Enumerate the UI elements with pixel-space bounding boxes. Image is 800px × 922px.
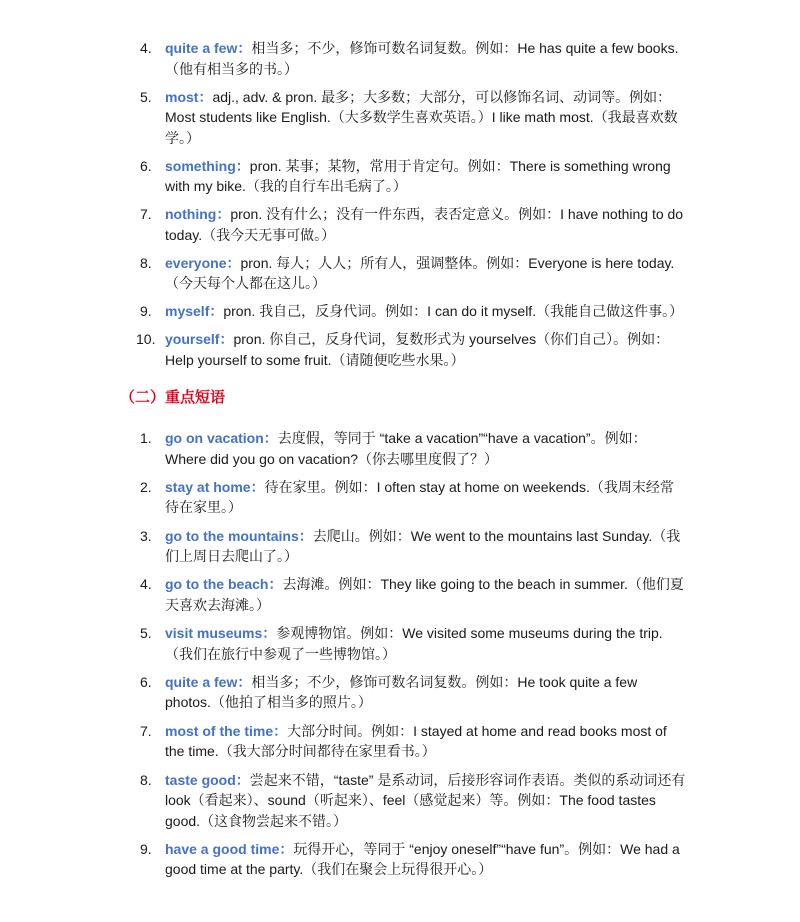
term-label: taste good: [165, 771, 236, 788]
definition-text: 参观博物馆。例如：We visited some museums during the trip.（我们在旅行中参观了一些博物馆。）: [165, 625, 663, 662]
term-label: nothing: [165, 206, 217, 222]
definition-text: 去爬山。例如：We went to the mountains last Sunday.（我们上周日去爬山了。）: [165, 527, 681, 565]
list-item: [136, 87, 686, 149]
term-label: most of the time: [165, 722, 274, 739]
definition-text: pron. 每人；人人；所有人，强调整体。例如：Everyone is here today.（今天每个人都在这儿。）: [165, 254, 675, 291]
list-item: [136, 38, 686, 79]
item-number: 5.: [140, 88, 152, 105]
definition-text: 玩得开心，等同于 “enjoy oneself”“have fun”。例如：We had a good time at the party.（我们在聚会上玩得很开心。）: [165, 840, 680, 878]
list-item: [136, 428, 686, 469]
term-label: myself: [165, 303, 210, 319]
item-number: 4.: [140, 576, 152, 593]
term-separator: ：: [268, 576, 283, 593]
term-separator: ：: [263, 430, 278, 446]
term-separator: ：: [237, 40, 252, 56]
item-number: 8.: [140, 771, 152, 788]
item-number: 10.: [136, 331, 156, 347]
definition-text: 待在家里。例如：I often stay at home on weekends.（我周末经常待在家里。）: [165, 478, 674, 516]
term-label: yourself: [165, 331, 220, 347]
list-item: [136, 301, 686, 322]
item-number: 7.: [140, 722, 152, 739]
item-number: 6.: [140, 157, 152, 174]
term-label: quite a few: [165, 673, 238, 690]
list-item: [136, 770, 686, 832]
list-item: [136, 721, 686, 762]
definition-text: pron. 某事；某物，常用于肯定句。例如：There is something wrong with my bike.（我的自行车出毛病了。）: [165, 157, 671, 194]
list-item: [136, 574, 686, 615]
term-separator: ：: [235, 157, 250, 174]
phrase-list: [136, 428, 686, 888]
item-number: 6.: [140, 673, 152, 690]
term-label: something: [165, 157, 236, 174]
list-item: [136, 204, 686, 245]
item-number: 9.: [140, 840, 152, 857]
term-separator: ：: [235, 771, 250, 788]
definition-text: 相当多；不少，修饰可数名词复数。例如：He has quite a few books.（他有相当多的书。）: [165, 40, 679, 77]
term-label: have a good time: [165, 840, 280, 857]
term-separator: ：: [273, 722, 288, 739]
definition-text: 大部分时间。例如：I stayed at home and read books most of the time.（我大部分时间都待在家里看书。）: [165, 722, 667, 760]
list-item: [136, 329, 686, 370]
definition-text: pron. 没有什么；没有一件东西，表否定意义。例如：I have nothing to do today.（我今天无事可做。）: [165, 206, 684, 243]
definition-text: pron. 你自己，反身代词，复数形式为 yourselves（你们自己）。例如：Help yourself to some fruit.（请随便吃些水果。）: [165, 331, 670, 368]
term-label: go on vacation: [165, 430, 264, 446]
item-number: 8.: [140, 254, 152, 271]
item-number: 4.: [140, 40, 152, 56]
definition-text: 相当多；不少，修饰可数名词复数。例如：He took quite a few photos.（他拍了相当多的照片。）: [165, 673, 638, 711]
term-separator: ：: [198, 88, 213, 105]
definition-text: pron. 我自己，反身代词。例如：I can do it myself.（我能自己做这件事。）: [223, 303, 684, 319]
term-label: go to the mountains: [165, 527, 299, 544]
term-separator: ：: [226, 254, 241, 271]
vocabulary-list: [136, 38, 686, 378]
list-item: [136, 839, 686, 880]
term-label: everyone: [165, 254, 227, 271]
item-number: 9.: [140, 303, 152, 319]
term-separator: ：: [298, 527, 313, 544]
term-label: most: [165, 88, 199, 105]
term-label: go to the beach: [165, 576, 269, 593]
item-number: 5.: [140, 625, 152, 642]
definition-text: 去海滩。例如：They like going to the beach in summer.（他们夏天喜欢去海滩。）: [165, 576, 684, 613]
section-heading: （二）重点短语: [120, 389, 226, 406]
item-number: 2.: [140, 478, 152, 495]
list-item: [136, 477, 686, 518]
list-item: [136, 156, 686, 197]
item-number: 7.: [140, 206, 152, 222]
list-item: [136, 526, 686, 567]
term-separator: ：: [209, 303, 224, 319]
term-separator: ：: [219, 331, 234, 347]
item-number: 1.: [140, 430, 152, 446]
item-number: 3.: [140, 527, 152, 544]
definition-text: 尝起来不错，“taste” 是系动词，后接形容词作表语。类似的系动词还有 look（看起来）、sound（听起来）、feel（感觉起来）等。例如：The food tastes good.（这食物尝起来不错。）: [165, 771, 686, 829]
term-separator: ：: [250, 478, 265, 495]
list-item: [136, 672, 686, 713]
list-item: [136, 623, 686, 664]
definition-text: adj., adv. & pron. 最多；大多数；大部分，可以修饰名词、动词等。例如：Most students like English.（大多数学生喜欢英语。）I like math most.（我最喜欢数学。）: [165, 88, 678, 146]
term-label: quite a few: [165, 40, 238, 56]
term-label: stay at home: [165, 478, 251, 495]
term-separator: ：: [279, 840, 294, 857]
term-label: visit museums: [165, 625, 263, 642]
term-separator: ：: [262, 625, 277, 642]
definition-text: 去度假，等同于 “take a vacation”“have a vacation”。例如：Where did you go on vacation?（你去哪里度假了？）: [165, 430, 647, 467]
list-item: [136, 253, 686, 294]
term-separator: ：: [237, 673, 252, 690]
term-separator: ：: [216, 206, 231, 222]
